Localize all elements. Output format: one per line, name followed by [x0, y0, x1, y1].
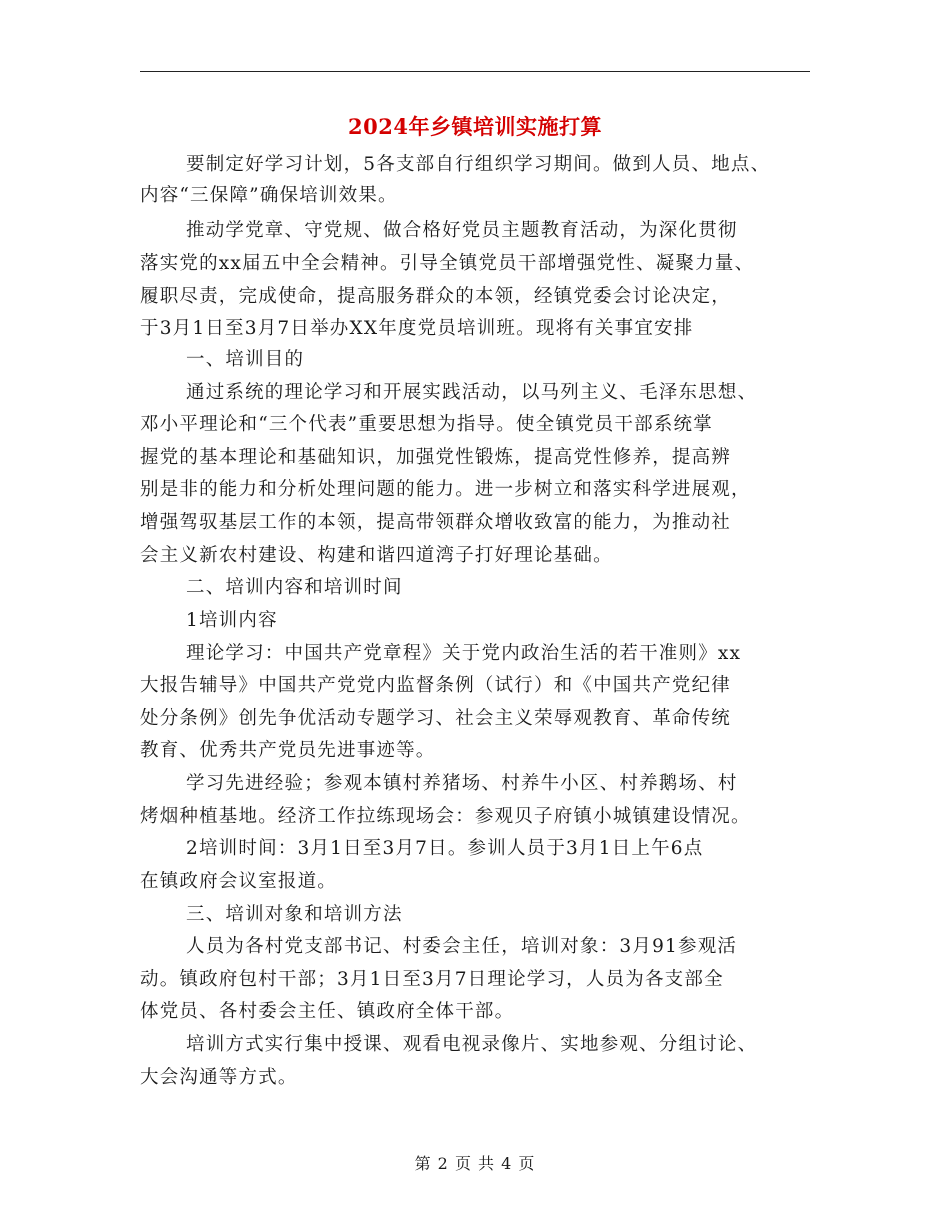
footer-suffix: 页	[518, 1154, 536, 1173]
body-line: 在镇政府会议室报道。	[140, 871, 338, 892]
body-line: 体党员、各村委会主任、镇政府全体干部。	[140, 1001, 515, 1022]
body-line: 握党的基本理论和基础知识，加强党性锻炼，提高党性修养，提高辨	[140, 447, 732, 468]
body-line: 于3月1日至3月7日举办XX年度党员培训班。现将有关事宜安排	[140, 318, 694, 339]
body-line: 学习先进经验；参观本镇村养猪场、村养牛小区、村养鹅场、村	[186, 773, 738, 794]
body-line: 大报告辅导》中国共产党党内监督条例（试行）和《中国共产党纪律	[140, 675, 732, 696]
body-line: 落实党的xx届五中全会精神。引导全镇党员干部增强党性、凝聚力量、	[140, 253, 755, 274]
body-line: 履职尽责，完成使命，提高服务群众的本领，经镇党委会讨论决定，	[140, 286, 732, 307]
body-line: 人员为各村党支部书记、村委会主任，培训对象：3月91参观活	[186, 936, 738, 957]
body-line: 理论学习：中国共产党章程》关于党内政治生活的若干准则》xx	[186, 643, 742, 664]
total-page-count: 4	[501, 1154, 513, 1173]
body-line: 处分条例》创先争优活动专题学习、社会主义荣辱观教育、革命传统	[140, 708, 732, 729]
header-rule	[140, 71, 810, 72]
body-line: 教育、优秀共产党员先进事迹等。	[140, 740, 436, 761]
body-line: 内容“三保障”确保培训效果。	[140, 185, 398, 206]
body-line: 邓小平理论和“三个代表”重要思想为指导。使全镇党员干部系统掌	[140, 414, 713, 435]
body-line: 培训方式实行集中授课、观看电视录像片、实地参观、分组讨论、	[186, 1034, 758, 1055]
body-line: 烤烟种植基地。经济工作拉练现场会：参观贝子府镇小城镇建设情况。	[140, 806, 751, 827]
body-line: 动。镇政府包村干部；3月1日至3月7日理论学习，人员为各支部全	[140, 969, 724, 990]
footer-prefix: 第	[414, 1154, 432, 1173]
body-line: 通过系统的理论学习和开展实践活动，以马列主义、毛泽东思想、	[186, 382, 758, 403]
body-line: 会主义新农村建设、构建和谐四道湾子打好理论基础。	[140, 545, 613, 566]
section-heading: 一、培训目的	[186, 349, 305, 370]
section-heading: 二、培训内容和培训时间	[186, 577, 403, 598]
section-heading: 三、培训对象和培训方法	[186, 904, 403, 925]
page-footer	[0, 1152, 950, 1176]
document-title: 2024年乡镇培训实施打算	[348, 114, 602, 139]
body-line: 要制定好学习计划，5各支部自行组织学习期间。做到人员、地点、	[186, 154, 771, 175]
body-line: 2培训时间：3月1日至3月7日。参训人员于3月1日上午6点	[186, 838, 704, 859]
body-line: 大会沟通等方式。	[140, 1067, 298, 1088]
body-line: 增强驾驭基层工作的本领，提高带领群众增收致富的能力，为推动社	[140, 512, 732, 533]
body-line: 别是非的能力和分析处理问题的能力。进一步树立和落实科学进展观，	[140, 479, 751, 500]
current-page-number: 2	[437, 1154, 449, 1173]
body-line: 推动学党章、守党规、做合格好党员主题教育活动，为深化贯彻	[186, 220, 738, 241]
subsection-heading: 1培训内容	[186, 610, 278, 631]
footer-mid: 页 共	[454, 1154, 496, 1173]
